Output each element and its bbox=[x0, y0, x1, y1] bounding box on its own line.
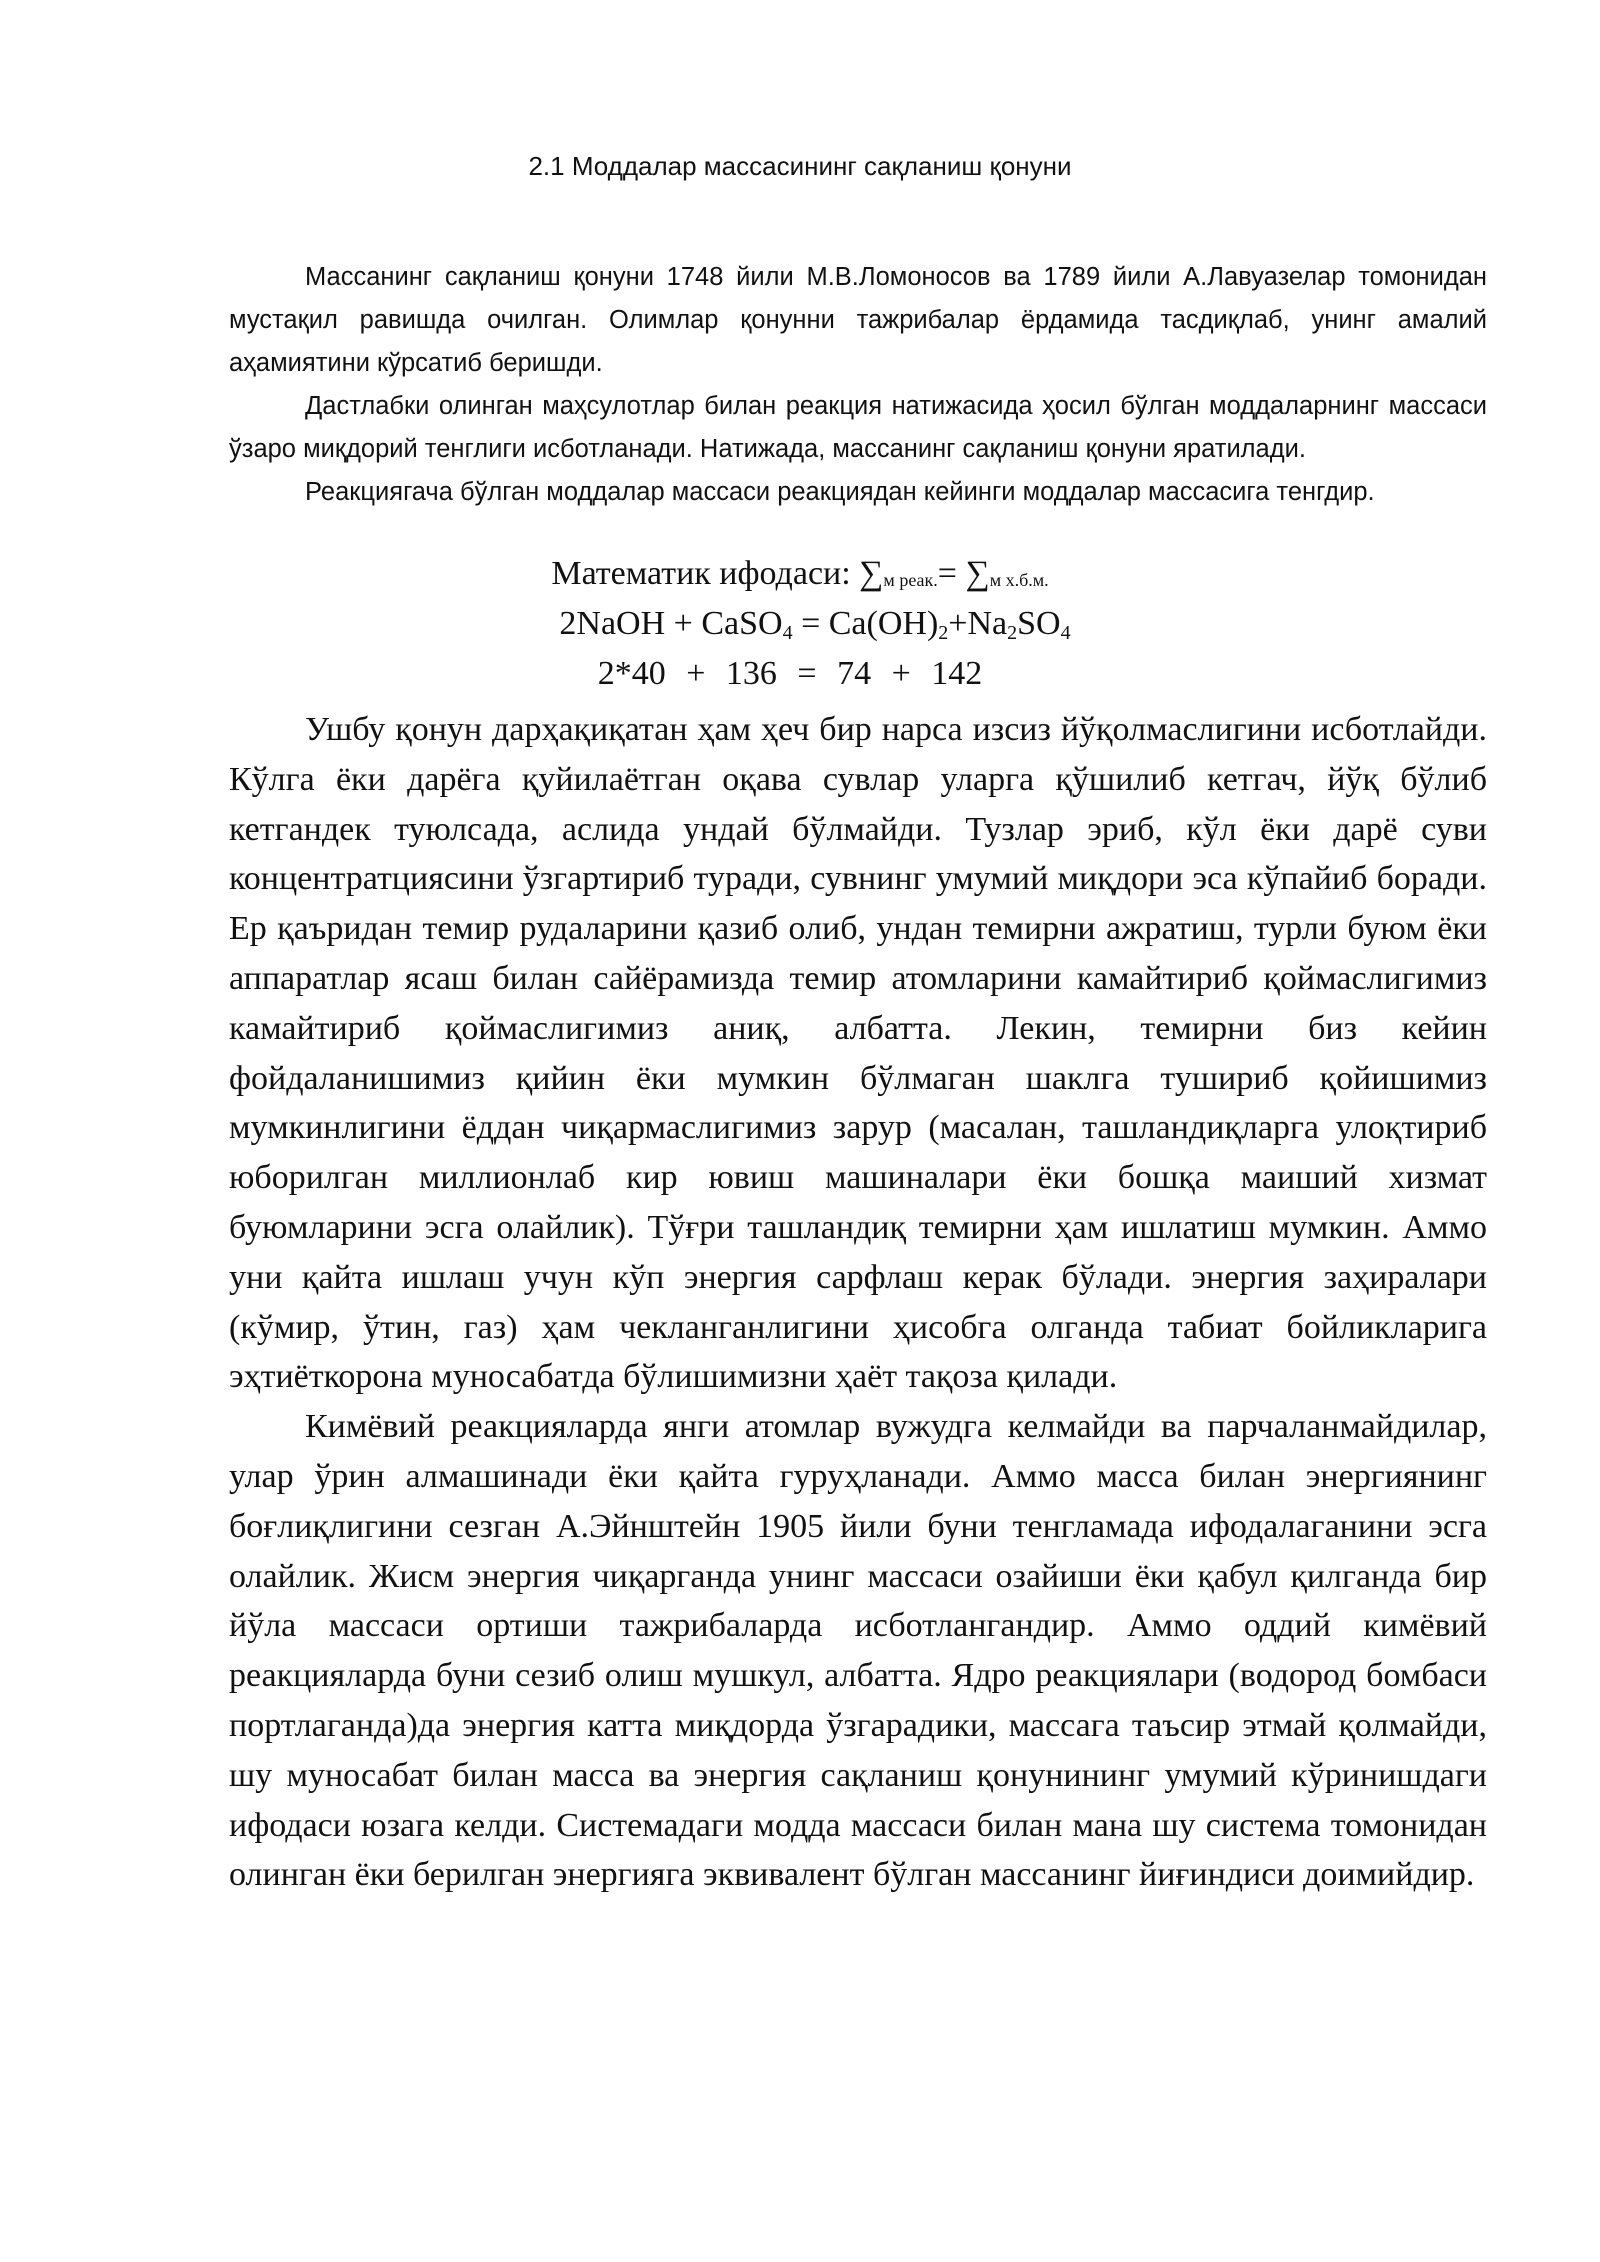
sum-symbol: ∑ bbox=[859, 555, 884, 592]
chemical-equation bbox=[65, 605, 1565, 643]
body-paragraph: Кимёвий реакцияларда янги атомлар вужудга келмайди ва парчаланмайдилар, улар ўрин алмашинади ёки қайта гуруҳланади. Аммо масса билан энергиянинг боғлиқлигини сезган А.Эйнштейн 1905 йили буни тенгламада ифодалаганини эсга олайлик. Жисм энергия чиқарганда унинг массаси озайиши ёки қабул қилганда бир йўла массаси ортиши тажрибаларда исботлангандир. Аммо оддий кимёвий реакцияларда буни сезиб олиш мушкул, албатта. Ядро реакциялари (водород бомбаси портлаганда)да энергия катта миқдорда ўзгарадики, массага таъсир этмай қолмайди, шу муносабат билан масса ва энергия сақланиш қонунининг умумий кўринишдаги ифодаси юзага келди. Системадаги модда массаси билан мана шу система томонидан олинган ёки берилган энергияга эквивалент бўлган массанинг йиғиндиси доимийдир. bbox=[229, 1408, 1487, 1894]
math-expression bbox=[50, 555, 1550, 593]
equation-part: = Ca(OH) bbox=[792, 605, 939, 642]
body-text bbox=[229, 705, 1487, 1900]
mass-calculation: 2*40 + 136 = 74 + 142 bbox=[597, 655, 983, 692]
sum-subscript-products: м х.б.м. bbox=[989, 570, 1049, 590]
equation-subscript: 2 bbox=[938, 622, 949, 644]
formula-label: Математик ифодаси: bbox=[551, 555, 851, 592]
intro-paragraph: Дастлабки олинган маҳсулотлар билан реакция натижасида ҳосил бўлган моддаларнинг массаси ўзаро миқдорий тенглиги исботланади. Натижада, массанинг сақланиш қонуни яратилади. bbox=[229, 392, 1487, 463]
equals-sign: = bbox=[937, 555, 957, 592]
section-title: 2.1 Моддалар массасининг сақланиш қонуни bbox=[528, 151, 1072, 181]
equation-subscript: 4 bbox=[782, 622, 793, 644]
intro-paragraph: Массанинг сақланиш қонуни 1748 йили М.В.Ломоносов ва 1789 йили А.Лавуазелар томонидан мустақил равишда очилган. Олимлар қонунни тажрибалар ёрдамида тасдиқлаб, унинг амалий аҳамиятини кўрсатиб беришди. bbox=[229, 263, 1487, 377]
intro-text bbox=[229, 256, 1487, 514]
sum-subscript-reactants: м реак. bbox=[883, 570, 938, 590]
equation-subscript: 4 bbox=[1060, 622, 1071, 644]
equation-part: SO bbox=[1017, 605, 1061, 642]
equation-part: +Na bbox=[948, 605, 1008, 642]
body-paragraph: Ушбу қонун дарҳақиқатан ҳам ҳеч бир нарса изсиз йўқолмаслигини исботлайди. Кўлга ёки дарёга қуйилаётган оқава сувлар уларга қўшилиб кетгач, йўқ бўлиб кетгандек туюлсада, аслида ундай бўлмайди. Тузлар эриб, кўл ёки дарё суви концентратциясини ўзгартириб туради, сувнинг умумий миқдори эса кўпайиб боради. Ер қаъридан темир рудаларини қазиб олиб, ундан темирни ажратиш, турли буюм ёки аппаратлар ясаш билан сайёрамизда темир атомларини камайтириб қоймаслигимиз камайтириб қоймаслигимиз аниқ, албатта. Лекин, темирни биз кейин фойдаланишимиз қийин ёки мумкин бўлмаган шаклга тушириб қойишимиз мумкинлигини ёддан чиқармаслигимиз зарур (масалан, ташландиқларга улоқтириб юборилган миллионлаб кир ювиш машиналари ёки бошқа маиший хизмат буюмларини эсга олайлик). Тўғри ташландиқ темирни ҳам ишлатиш мумкин. Аммо уни қайта ишлаш учун кўп энергия сарфлаш керак бўлади. энергия заҳиралари (кўмир, ўтин, газ) ҳам чекланганлигини ҳисобга олганда табиат бойликларига эҳтиёткорона муносабатда бўлишимизни ҳаёт тақоза қилади. bbox=[229, 711, 1487, 1396]
equation-part: 2NaOH + CaSO bbox=[559, 605, 783, 642]
sum-symbol: ∑ bbox=[965, 555, 990, 592]
intro-paragraph: Реакциягача бўлган моддалар массаси реакциядан кейинги моддалар массасига тенгдир. bbox=[305, 478, 1375, 506]
equation-subscript: 2 bbox=[1007, 622, 1018, 644]
